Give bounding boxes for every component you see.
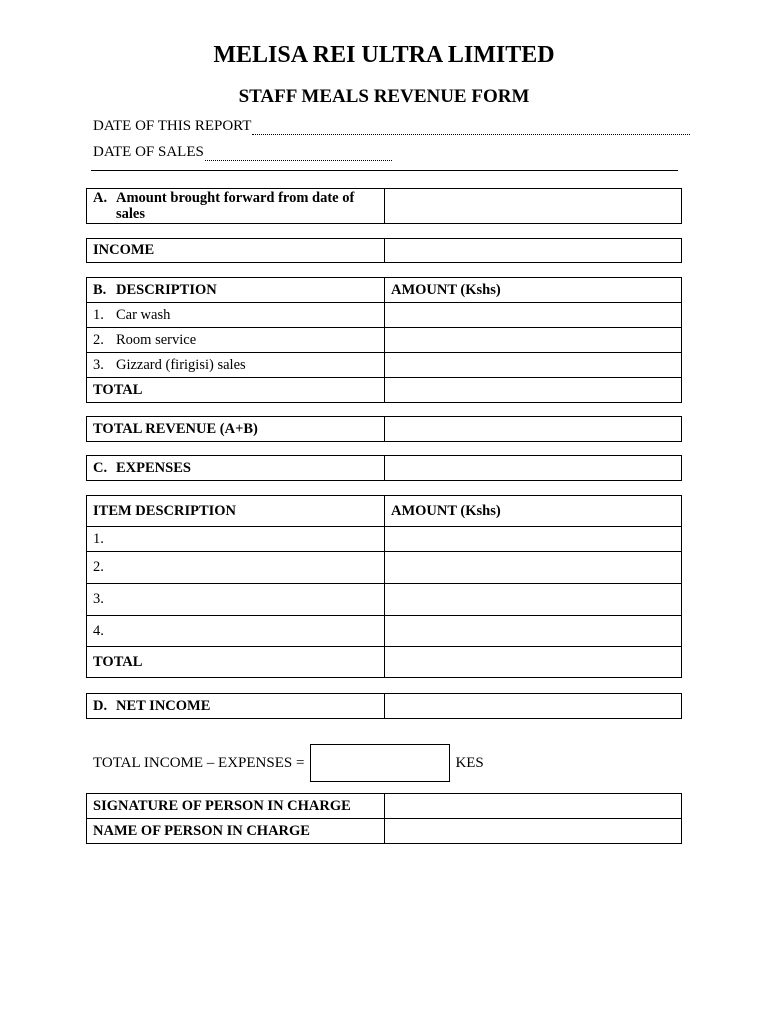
row-label: Room service bbox=[116, 331, 197, 348]
brought-forward-label bbox=[87, 189, 385, 224]
date-of-report-field[interactable] bbox=[252, 120, 690, 135]
expense-total-label: TOTAL bbox=[87, 647, 385, 678]
section-c-header bbox=[87, 456, 385, 481]
date-of-sales-label: DATE OF SALES bbox=[93, 144, 204, 160]
expense-total-amount-cell[interactable] bbox=[385, 647, 682, 678]
total-revenue-label: TOTAL REVENUE (A+B) bbox=[87, 417, 385, 442]
name-label: NAME OF PERSON IN CHARGE bbox=[87, 819, 385, 844]
total-revenue-table bbox=[86, 416, 682, 442]
row-number: 3. bbox=[93, 356, 104, 373]
signature-label: SIGNATURE OF PERSON IN CHARGE bbox=[87, 794, 385, 819]
date-of-report-label: DATE OF THIS REPORT bbox=[93, 118, 252, 134]
section-d-label: NET INCOME bbox=[116, 697, 211, 714]
income-row-label bbox=[87, 303, 385, 328]
date-of-report-line bbox=[93, 118, 690, 135]
expense-row-amount-cell[interactable] bbox=[385, 527, 682, 552]
income-description-table bbox=[86, 277, 682, 403]
section-c-letter: C. bbox=[93, 459, 108, 476]
expense-row-amount-cell[interactable] bbox=[385, 552, 682, 584]
total-revenue-amount-cell[interactable] bbox=[385, 417, 682, 442]
section-d-header bbox=[87, 694, 385, 719]
name-cell[interactable] bbox=[385, 819, 682, 844]
income-row-amount-cell[interactable] bbox=[385, 353, 682, 378]
income-label: INCOME bbox=[87, 239, 385, 263]
date-of-sales-line bbox=[93, 144, 392, 161]
expense-amount-header: AMOUNT (Kshs) bbox=[385, 496, 682, 527]
expense-row-label[interactable]: 3. bbox=[87, 584, 385, 616]
date-of-sales-field[interactable] bbox=[205, 146, 392, 161]
calc-result-box[interactable] bbox=[310, 744, 450, 782]
company-name: MELISA REI ULTRA LIMITED bbox=[213, 42, 555, 68]
income-row-amount-cell[interactable] bbox=[385, 303, 682, 328]
income-total-amount-cell[interactable] bbox=[385, 378, 682, 403]
expenses-amount-cell[interactable] bbox=[385, 456, 682, 481]
expense-row-amount-cell[interactable] bbox=[385, 584, 682, 616]
row-label: Car wash bbox=[116, 306, 171, 323]
section-b-desc-header: DESCRIPTION bbox=[116, 281, 217, 298]
row-label: Gizzard (firigisi) sales bbox=[116, 356, 246, 373]
income-row-label bbox=[87, 353, 385, 378]
income-table bbox=[86, 238, 682, 263]
net-income-amount-cell[interactable] bbox=[385, 694, 682, 719]
section-a-text: Amount brought forward from date of sales bbox=[116, 190, 355, 222]
income-total-label: TOTAL bbox=[87, 378, 385, 403]
signoff-table bbox=[86, 793, 682, 844]
section-b-amount-header: AMOUNT (Kshs) bbox=[385, 278, 682, 303]
section-a-letter: A. bbox=[93, 190, 108, 206]
brought-forward-amount-cell[interactable] bbox=[385, 189, 682, 224]
brought-forward-table bbox=[86, 188, 682, 224]
net-income-table bbox=[86, 693, 682, 719]
section-c-label: EXPENSES bbox=[116, 459, 191, 476]
header-divider bbox=[91, 170, 678, 171]
form-title: STAFF MEALS REVENUE FORM bbox=[238, 86, 530, 107]
income-row-amount-cell[interactable] bbox=[385, 328, 682, 353]
calc-unit: KES bbox=[455, 754, 484, 771]
calc-label: TOTAL INCOME – EXPENSES = bbox=[93, 754, 305, 771]
expense-row-amount-cell[interactable] bbox=[385, 616, 682, 647]
expense-row-label[interactable]: 1. bbox=[87, 527, 385, 552]
expenses-heading-table bbox=[86, 455, 682, 481]
row-number: 1. bbox=[93, 306, 104, 323]
income-amount-cell[interactable] bbox=[385, 239, 682, 263]
net-income-calculation bbox=[93, 744, 484, 782]
expense-row-label[interactable]: 4. bbox=[87, 616, 385, 647]
section-d-letter: D. bbox=[93, 697, 108, 714]
expense-desc-header: ITEM DESCRIPTION bbox=[87, 496, 385, 527]
income-row-label bbox=[87, 328, 385, 353]
section-b-letter: B. bbox=[93, 281, 107, 298]
signature-cell[interactable] bbox=[385, 794, 682, 819]
row-number: 2. bbox=[93, 331, 104, 348]
section-b-header bbox=[87, 278, 385, 303]
expense-row-label[interactable]: 2. bbox=[87, 552, 385, 584]
expense-items-table bbox=[86, 495, 682, 678]
